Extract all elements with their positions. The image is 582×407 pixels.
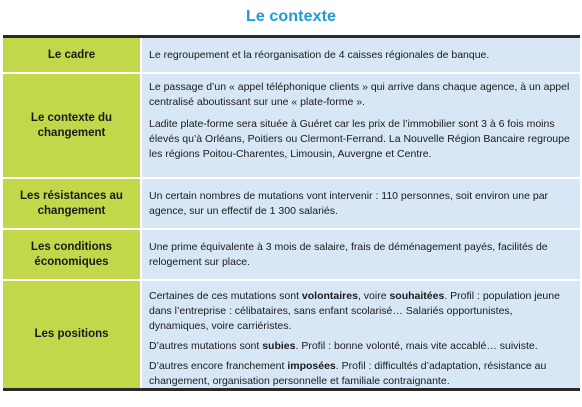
paragraph: [149, 240, 572, 270]
bold-text-run: subies: [262, 340, 296, 352]
text-run: . Profil : bonne volonté, mais vite accablé… suiviste.: [295, 340, 538, 352]
text-run: . Profil : population jeune dans l’entreprise : célibataires, sans enfant scolarisé… Salariés opportunistes, dynamiques, voire carriéristes.: [149, 290, 560, 332]
text-run: Une prime équivalente à 3 mois de salaire, frais de déménagement payés, facilités de relogement sur place.: [149, 240, 548, 268]
paragraph: [149, 80, 572, 110]
paragraph: [149, 359, 572, 389]
row-content-resistances: [142, 179, 580, 228]
paragraph: [149, 48, 572, 63]
label-text: Le contexte du changement: [30, 111, 113, 139]
text-run: Ladite plate-forme sera située à Guéret car les prix de l’immobilier sont 3 à 6 fois moins élevés qu’à Orléans, Poitiers ou Clermont-Ferrand. La Nouvelle Région Bancaire regroupe les régions Poitou-Charentes, Limousin, Auvergne et Centre.: [149, 118, 570, 160]
text-run: , voire: [357, 290, 390, 302]
text-run: Le regroupement et la réorganisation de 4 caisses régionales de banque.: [149, 48, 490, 61]
paragraph: [149, 189, 572, 219]
label-text: Les résistances au changement: [20, 189, 123, 217]
row-label-positions: Les positions: [3, 281, 140, 388]
row-content-cadre: [142, 38, 580, 72]
paragraph: [149, 289, 572, 334]
row-content-contexte: [142, 74, 580, 177]
page-title: Le contexte: [245, 8, 336, 25]
label-text: Les conditions économiques: [30, 240, 113, 268]
text-run: Un certain nombres de mutations vont intervenir : 110 personnes, soit environ une par agence, sur un effectif de 1 300 salariés.: [149, 189, 549, 217]
row-label-cadre: Le cadre: [3, 38, 140, 72]
text-run: . Profil : difficultés d’adaptation, résistance au changement, organisation personnelle et familiale contraignante.: [149, 360, 547, 387]
bold-text-run: souhaitées: [389, 290, 445, 302]
row-label-conditions: [3, 230, 140, 279]
row-label-resistances: [3, 179, 140, 228]
context-table: [3, 35, 580, 391]
paragraph: [149, 117, 572, 162]
row-content-conditions: [142, 230, 580, 279]
text-run: D’autres mutations sont: [149, 340, 263, 352]
row-content-positions: [142, 281, 580, 388]
paragraph: [149, 339, 572, 354]
bold-text-run: volontaires: [301, 290, 358, 302]
text-run: Certaines de ces mutations sont: [149, 290, 302, 302]
row-label-contexte: [3, 74, 140, 177]
bold-text-run: imposées: [287, 360, 336, 372]
text-run: Le passage d’un « appel téléphonique clients » qui arrive dans chaque agence, à un appel centralisé aboutissant sur une « plate-forme ».: [149, 81, 570, 108]
text-run: D’autres encore franchement: [149, 360, 288, 372]
